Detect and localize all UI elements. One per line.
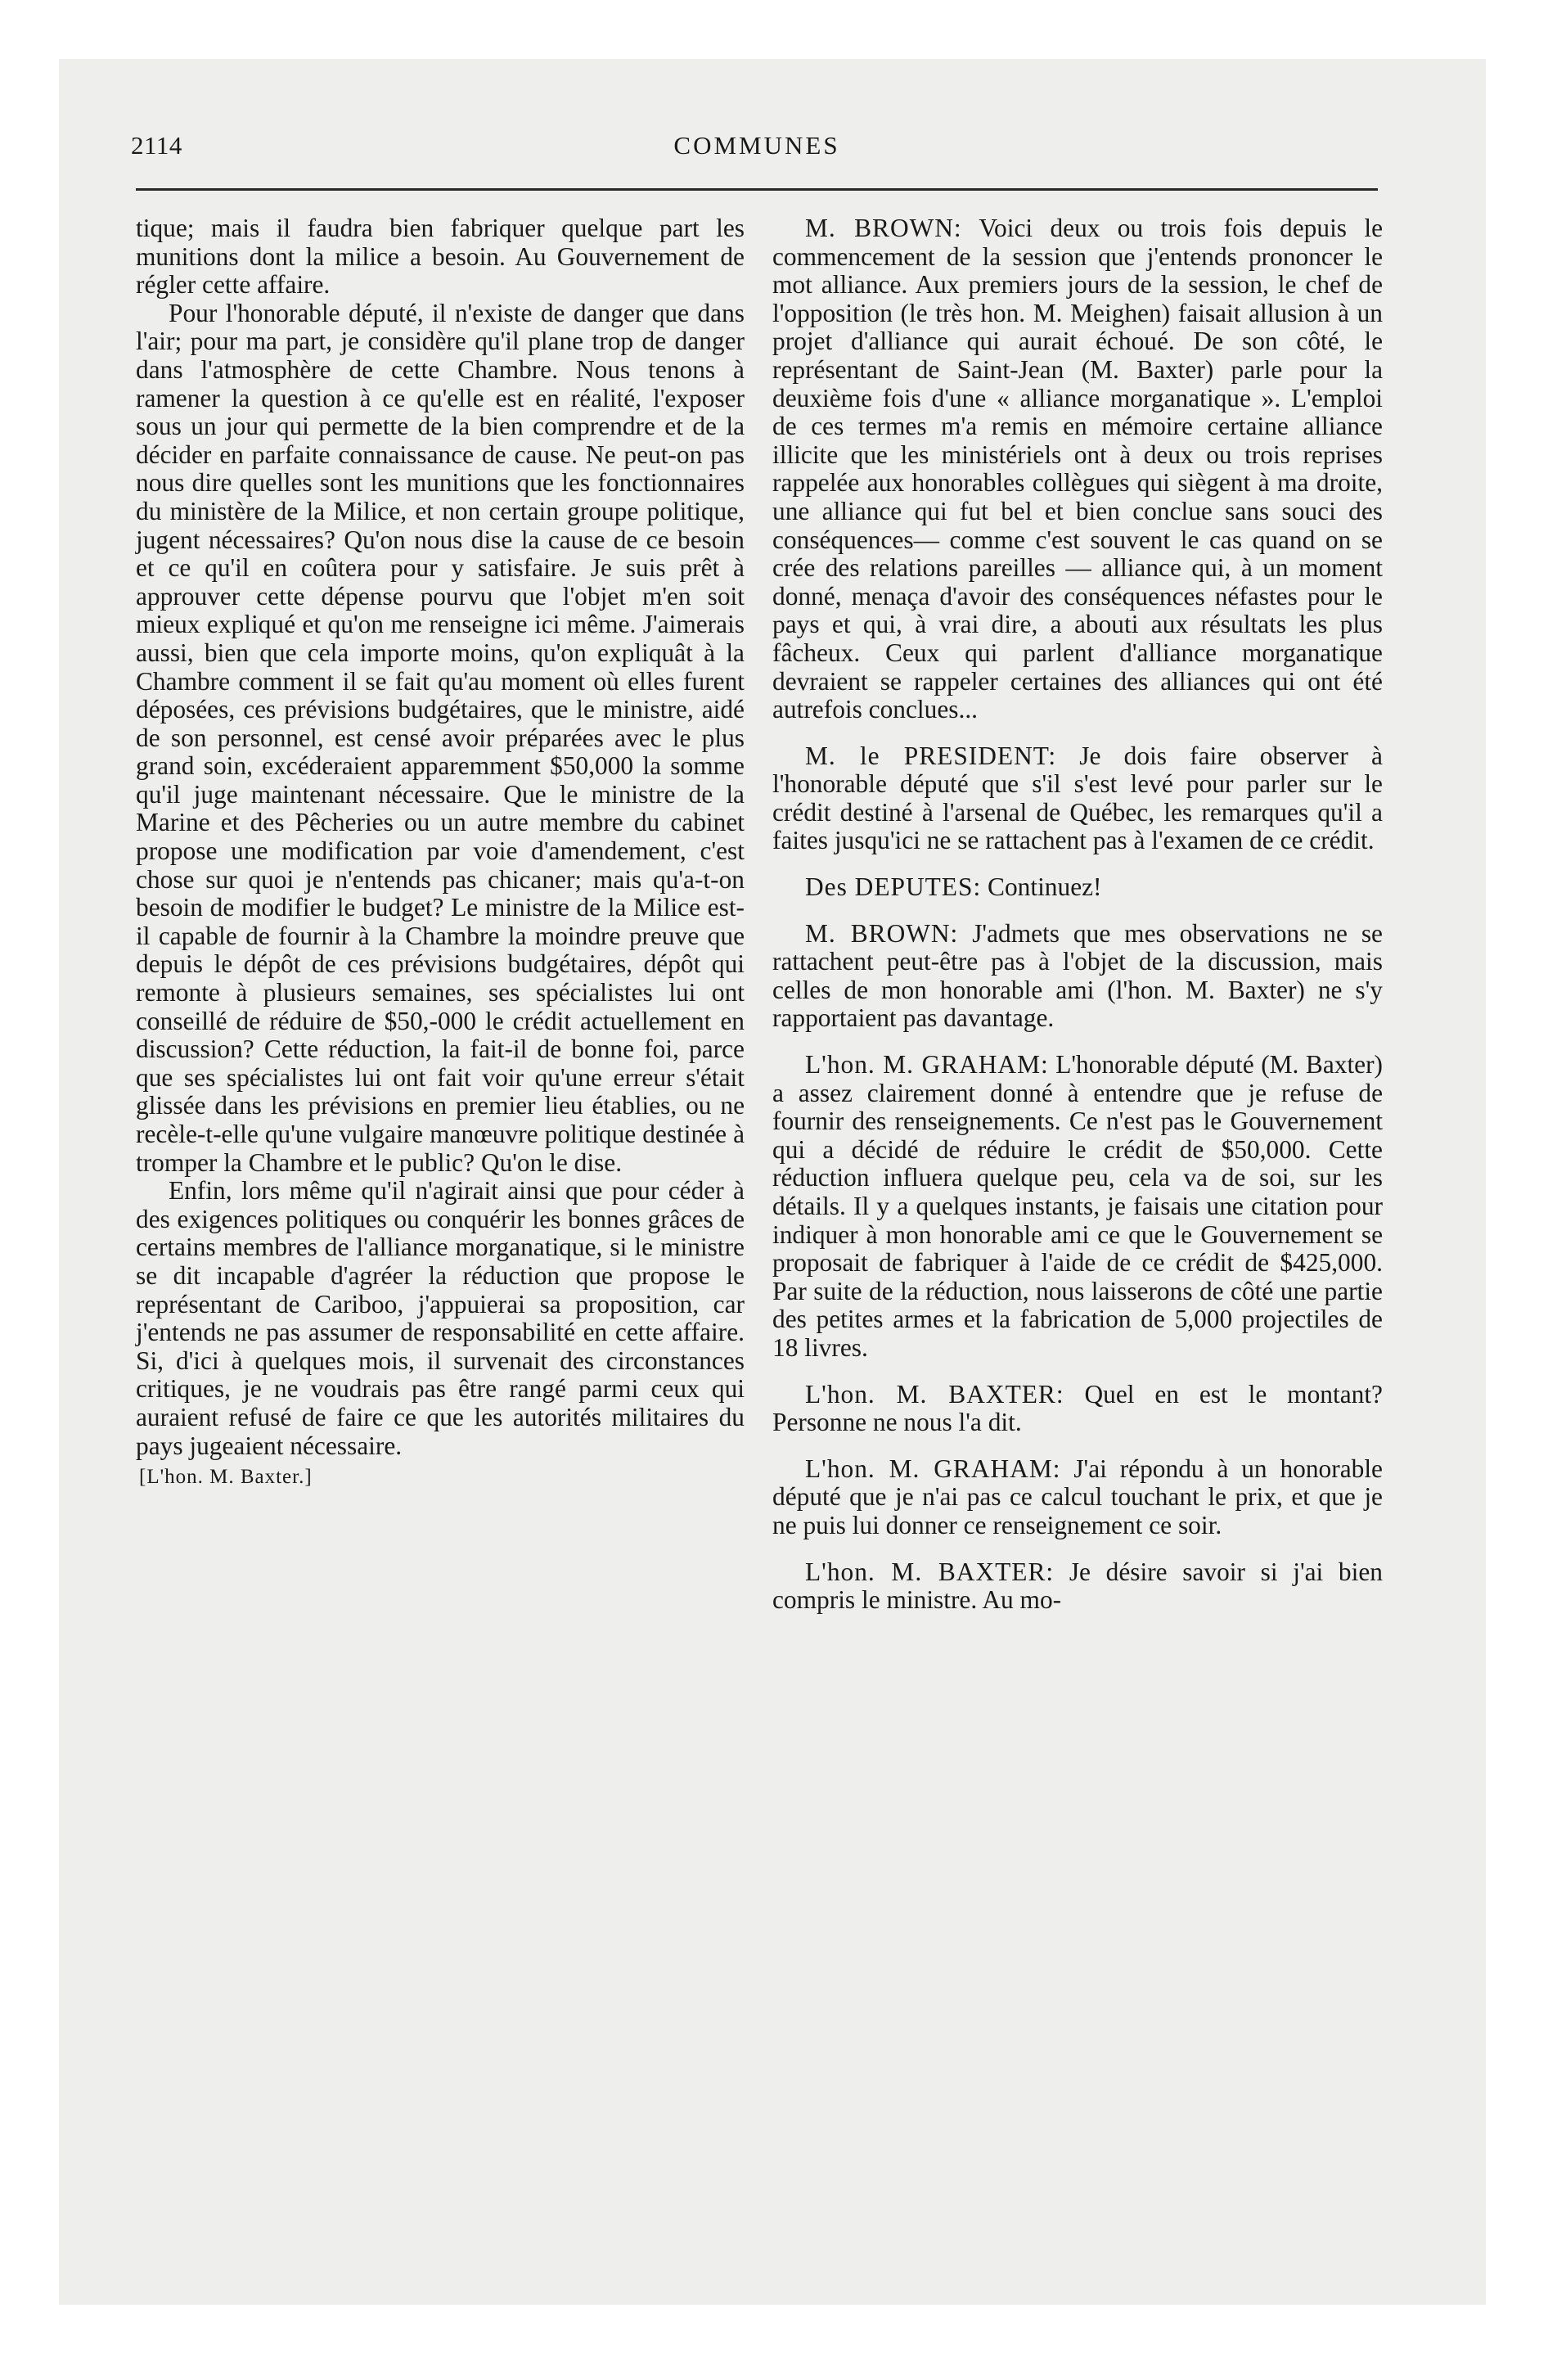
speech-paragraph <box>772 1558 1383 1615</box>
speech-text: J'admets que mes observations ne se rattachent peut-être pas à l'objet de la discussion, mais celles de mon honorable ami (l'hon. M. Baxter) ne s'y rapportaient pas davantage. <box>772 918 1383 1033</box>
speech-paragraph <box>772 1381 1383 1437</box>
header-rule <box>136 188 1378 191</box>
page-number: 2114 <box>131 131 182 160</box>
speech-text: Voici deux ou trois fois depuis le commencement de la session que j'entends prononcer le mot alliance. Aux premiers jours de la session, le chef de l'opposition (le très hon. M. Meighen) faisait allusion à un projet d'alliance qui aurait échoué. De son côté, le représentant de Saint-Jean (M. Baxter) parle pour la deuxième fois d'une « alliance morganatique ». L'emploi de ces termes m'a remis en mémoire certaine alliance illicite que les ministériels ont à deux ou trois reprises rappelée aux honorables collègues qui siègent à ma droite, une alliance qui fut bel et bien conclue sans souci des conséquences— comme c'est souvent le cas quand on se crée des relations pareilles — alliance qui, à un moment donné, menaça d'avoir des conséquences néfastes pour le pays et qui, à vrai dire, a abouti aux résultats les plus fâcheux. Ceux qui parlent d'alliance morganatique devraient se rappeler certaines des alliances qui ont été autrefois conclues... <box>772 214 1383 724</box>
paragraph: tique; mais il faudra bien fabriquer quelque part les munitions dont la milice a besoin. Au Gouvernement de régler cette affaire. <box>136 214 745 300</box>
left-column <box>136 214 745 1492</box>
speech-paragraph <box>772 1051 1383 1363</box>
speech-paragraph <box>772 1455 1383 1540</box>
running-head <box>131 131 1383 180</box>
speech-paragraph <box>772 742 1383 855</box>
speech-text: Quel en est le montant? Personne ne nous l'a dit. <box>772 1379 1383 1437</box>
paragraph: Pour l'honorable député, il n'existe de danger que dans l'air; pour ma part, je considère qu'il plane trop de danger dans l'atmosphère de cette Chambre. Nous tenons à ramener la question à ce qu'elle est en réalité, l'exposer sous un jour qui permette de la bien comprendre et de la décider en parfaite connaissance de cause. Ne peut-on pas nous dire quelles sont les munitions que les fonctionnaires du ministère de la Milice, et non certain groupe politique, jugent nécessaires? Qu'on nous dise la cause de ce besoin et ce qu'il en coûtera pour y satisfaire. Je suis prêt à approuver cette dépense pourvu que l'objet m'en soit mieux expliqué et qu'on me renseigne ici même. J'aimerais aussi, bien que cela importe moins, qu'on expliquât à la Chambre comment il se fait qu'au moment où elles furent déposées, ces prévisions budgétaires, que le ministre, aidé de son personnel, est censé avoir préparées avec le plus grand soin, excéderaient apparemment $50,000 la somme qu'il juge maintenant nécessaire. Que le ministre de la Marine et des Pêcheries ou un autre membre du cabinet propose une modification par voie d'amendement, c'est chose sur quoi je n'entends pas chicaner; mais qu'a-t-on besoin de modifier le budget? Le ministre de la Milice est-il capable de fournir à la Chambre la moindre preuve que depuis le dépôt de ces prévisions budgétaires, dépôt qui remonte à plusieurs semaines, ses spécialistes lui ont conseillé de réduire de $50,-000 le crédit actuellement en discussion? Cette réduction, la fait-il de bonne foi, parce que ses spécialistes lui ont fait voir qu'une erreur s'était glissée dans les prévisions en premier lieu établies, ou ne recèle-t-elle qu'une vulgaire manœuvre politique destinée à tromper la Chambre et le public? Qu'on le dise. <box>136 298 745 1177</box>
speech-text: J'ai répondu à un honorable député que je n'ai pas ce calcul touchant le prix, et que je ne puis lui donner ce renseignement ce soir. <box>772 1454 1383 1539</box>
speaker-name: L'hon. M. GRAHAM: <box>805 1454 1061 1483</box>
speaker-name: L'hon. M. BAXTER: <box>805 1557 1055 1586</box>
speaker-continuation-note: [L'hon. M. Baxter.] <box>139 1466 313 1489</box>
speaker-name: L'hon. M. GRAHAM: <box>805 1050 1049 1080</box>
running-title: COMMUNES <box>673 131 840 160</box>
speaker-name: L'hon. M. BAXTER: <box>805 1379 1064 1409</box>
speech-text: L'honorable député (M. Baxter) a assez clairement donné à entendre que je refuse de fournir des renseignements. Ce n'est pas le Gouvernement qui a décidé de réduire le crédit de $50,000. Cette réduction influera quelque peu, cela va de soi, sur les détails. Il y a quelques instants, je faisais une citation pour indiquer à mon honorable ami ce que le Gouvernement se proposait de fabriquer à l'aide de ce crédit de $425,000. Par suite de la réduction, nous laisserons de côté une partie des petites armes et la fabrication de 5,000 projectiles de 18 livres. <box>772 1050 1384 1362</box>
speaker-name: M. BROWN: <box>805 214 962 242</box>
paragraph: Enfin, lors même qu'il n'agirait ainsi que pour céder à des exigences politiques ou conquérir les bonnes grâces de certains membres de l'alliance morganatique, si le ministre se dit incapable d'agréer la réduction que propose le représentant de Cariboo, j'appuierai sa proposition, car j'entends ne pas assumer de responsabilité en cette affaire. Si, d'ici à quelques mois, il survenait des circonstances critiques, je ne voudrais pas être rangé parmi ceux qui auraient refusé de faire ce que les autorités militaires du pays jugeaient nécessaire. <box>136 1176 745 1460</box>
speech-paragraph <box>772 873 1383 902</box>
right-column <box>772 214 1383 1615</box>
speaker-name: Des DEPUTES: <box>805 872 982 902</box>
speech-paragraph <box>772 920 1383 1033</box>
speaker-name: M. le PRESIDENT: <box>805 741 1057 770</box>
speech-text: Je dois faire observer à l'honorable député que s'il s'est levé pour parler sur le crédit destiné à l'arsenal de Québec, les remarques qu'il a faites jusqu'ici ne se rattachent pas à l'examen de ce crédit. <box>772 741 1383 855</box>
speaker-name: M. BROWN: <box>805 918 959 948</box>
speech-text: Continuez! <box>988 872 1102 902</box>
speech-text: Je désire savoir si j'ai bien compris le ministre. Au mo- <box>772 1557 1383 1615</box>
speech-paragraph <box>772 214 1383 724</box>
